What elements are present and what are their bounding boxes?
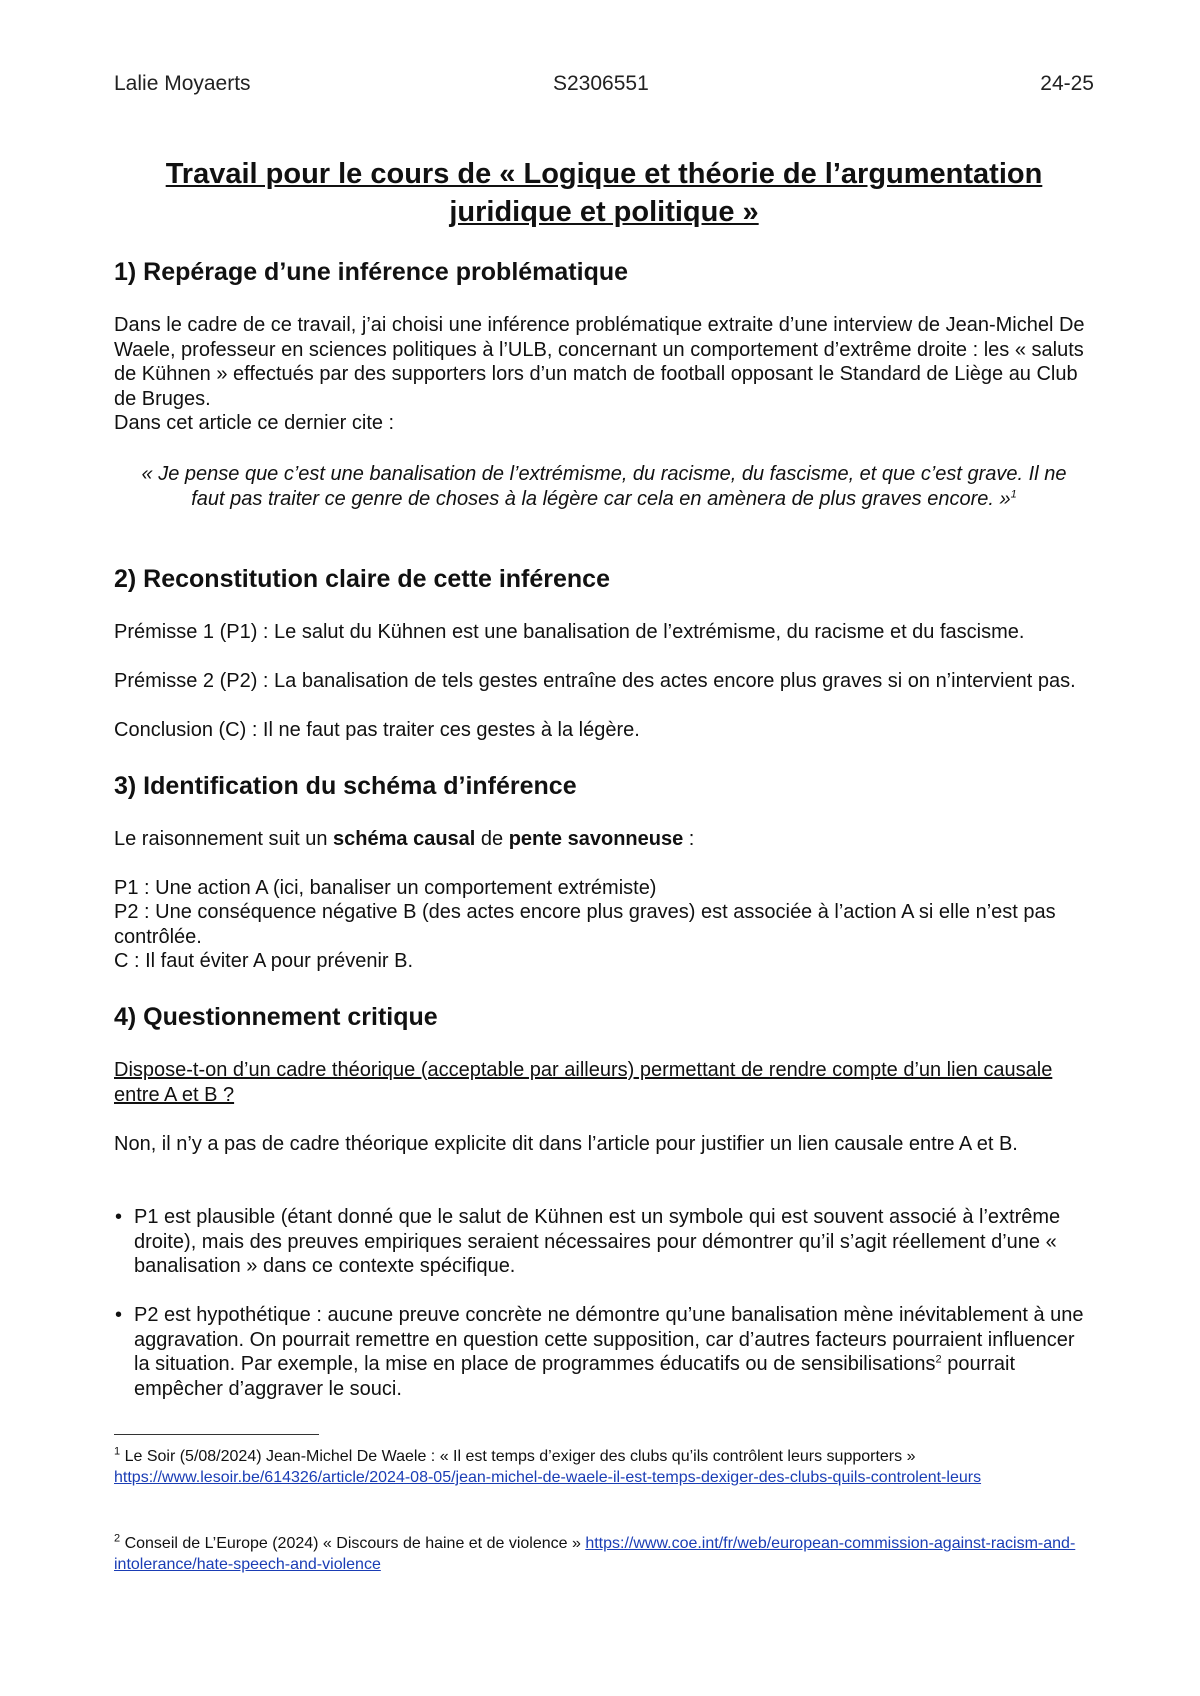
scheme-p2: P2 : Une conséquence négative B (des actes encore plus graves) est associée à l’action A si elle n’est pas contrôlée. <box>114 901 1056 948</box>
scheme-causal: schéma causal <box>333 828 476 850</box>
footnote-1-number: 1 <box>114 1445 121 1458</box>
quote-text: « Je pense que c’est une banalisation de l’extrémisme, du racisme, du fascisme, et que c’est grave. Il ne faut pas traiter ce genre de choses à la légère car cela en amènera de plus graves encore. » <box>141 463 1067 510</box>
bullet-p2-text: P2 est hypothétique : aucune preuve concrète ne démontre qu’une banalisation mène inévitablement à une aggravation. On pourrait remettre en question cette supposition, car d’autres facteurs pourraient influencer la situation. Par exemple, la mise en place de programmes éducatifs ou de sensibilisations <box>134 1304 1084 1375</box>
footnote-2-link[interactable]: https://www.coe.int/fr/web/european-commission-against-racism-and-intolerance/hate-speech-and-violence <box>114 1535 1076 1573</box>
bullet-marker: • <box>115 1206 123 1228</box>
critical-question: Dispose-t-on d’un cadre théorique (acceptable par ailleurs) permettant de rendre compte d’un lien causale entre A et B ? <box>114 1059 1053 1106</box>
header-year: 24-25 <box>1040 72 1094 95</box>
conclusion: Conclusion (C) : Il ne faut pas traiter ces gestes à la légère. <box>114 719 640 741</box>
section-1-heading: 1) Repérage d’une inférence problématique <box>114 258 629 286</box>
document-title <box>114 155 1094 231</box>
section-2-heading: 2) Reconstitution claire de cette inférence <box>114 565 610 593</box>
footnote-2 <box>114 1533 1094 1575</box>
scheme-p1: P1 : Une action A (ici, banaliser un comportement extrémiste) <box>114 877 657 899</box>
bullet-p1-text: P1 est plausible (étant donné que le salut de Kühnen est un symbole qui est souvent associé à l’extrême droite), mais des preuves empiriques seraient nécessaires pour démontrer qu’il s’agit réellement d’une « banalisation » dans ce contexte spécifique. <box>134 1206 1061 1277</box>
title-line-1: Travail pour le cours de « Logique et théorie de l’argumentation <box>165 158 1043 190</box>
scheme-lead-text: de <box>475 828 509 850</box>
scheme-slippery-slope: pente savonneuse <box>508 828 684 850</box>
premise-1: Prémisse 1 (P1) : Le salut du Kühnen est une banalisation de l’extrémisme, du racisme et du fascisme. <box>114 621 1025 643</box>
bullet-p2-text-end: pourrait empêcher d’aggraver le souci. <box>134 1353 1016 1400</box>
footnote-ref-1[interactable]: 1 <box>1010 488 1017 501</box>
critical-answer: Non, il n’y a pas de cadre théorique explicite dit dans l’article pour justifier un lien causale entre A et B. <box>114 1133 1018 1155</box>
footnote-ref-2[interactable]: 2 <box>935 1353 942 1366</box>
section-3-heading: 3) Identification du schéma d’inférence <box>114 772 577 800</box>
footnote-2-number: 2 <box>114 1532 121 1545</box>
scheme-lead <box>114 827 1094 852</box>
title-line-2: juridique et politique » <box>449 196 759 228</box>
section-1-paragraph: Dans le cadre de ce travail, j’ai choisi une inférence problématique extraite d’une interview de Jean-Michel De Waele, professeur en sciences politiques à l’ULB, concernant un comportement d’extrême droite : les « saluts de Kühnen » effectués par des supporters lors d’un match de football opposant le Standard de Liège au Club de Bruges. <box>114 314 1085 410</box>
header-author: Lalie Moyaerts <box>114 72 251 95</box>
quote <box>130 462 1078 512</box>
header-student-id: S2306551 <box>553 72 649 95</box>
bullet-marker: • <box>115 1304 123 1326</box>
bullet-p2 <box>114 1303 1094 1401</box>
footnote-2-text: Conseil de L’Europe (2024) « Discours de haine et de violence » <box>120 1535 586 1552</box>
footnote-1 <box>114 1446 1094 1488</box>
footnote-separator <box>114 1434 319 1435</box>
footnote-1-link[interactable]: https://www.lesoir.be/614326/article/2024-08-05/jean-michel-de-waele-il-est-temps-dexiger-des-clubs-quils-controlent-leurs <box>114 1469 982 1486</box>
bullet-p1 <box>114 1205 1094 1279</box>
section-1-cite-intro: Dans cet article ce dernier cite : <box>114 412 395 434</box>
scheme-conclusion: C : Il faut éviter A pour prévenir B. <box>114 950 414 972</box>
scheme-lead-text: Le raisonnement suit un <box>114 828 334 850</box>
scheme-lead-text: : <box>683 828 695 850</box>
premise-2: Prémisse 2 (P2) : La banalisation de tels gestes entraîne des actes encore plus graves si on n’intervient pas. <box>114 670 1076 692</box>
section-4-heading: 4) Questionnement critique <box>114 1003 438 1031</box>
footnote-1-text: Le Soir (5/08/2024) Jean-Michel De Waele : « Il est temps d’exiger des clubs qu’ils contrôlent leurs supporters » <box>120 1448 916 1465</box>
